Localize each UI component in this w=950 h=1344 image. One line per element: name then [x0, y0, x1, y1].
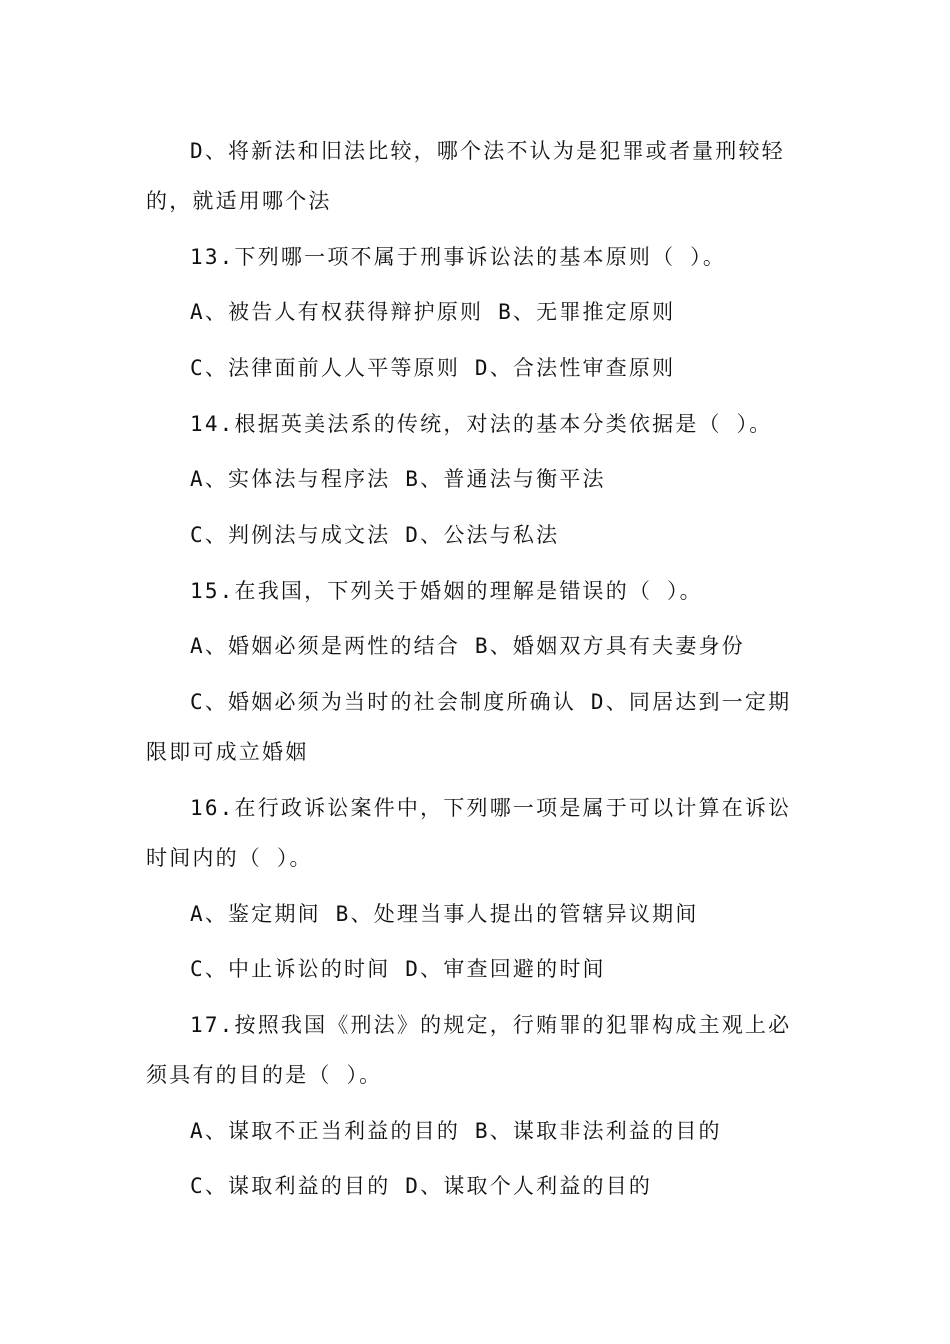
option-line: C、中止诉讼的时间 D、审查回避的时间: [190, 957, 606, 981]
option-line: A、谋取不正当利益的目的 B、谋取非法利益的目的: [190, 1119, 722, 1143]
question-continuation: 须具有的目的是（ ）。: [146, 1063, 383, 1087]
option-line: A、鉴定期间 B、处理当事人提出的管辖异议期间: [190, 902, 699, 926]
option-line: C、婚姻必须为当时的社会制度所确认 D、同居达到一定期: [190, 690, 792, 714]
option-line: C、法律面前人人平等原则 D、合法性审查原则: [190, 356, 676, 380]
option-continuation: 的，就适用哪个法: [146, 189, 332, 213]
option-line: A、实体法与程序法 B、普通法与衡平法: [190, 467, 606, 491]
option-line: A、婚姻必须是两性的结合 B、婚姻双方具有夫妻身份: [190, 634, 745, 658]
option-line: C、谋取利益的目的 D、谋取个人利益的目的: [190, 1174, 653, 1198]
question-13: 13.下列哪一项不属于刑事诉讼法的基本原则（ ）。: [190, 245, 727, 269]
question-16: 16.在行政诉讼案件中，下列哪一项是属于可以计算在诉讼: [190, 796, 792, 820]
question-17: 17.按照我国《刑法》的规定，行贿罪的犯罪构成主观上必: [190, 1013, 792, 1037]
question-15: 15.在我国，下列关于婚姻的理解是错误的（ ）。: [190, 579, 703, 603]
option-line: A、被告人有权获得辩护原则 B、无罪推定原则: [190, 300, 676, 324]
option-line: C、判例法与成文法 D、公法与私法: [190, 523, 560, 547]
question-continuation: 时间内的（ ）。: [146, 846, 313, 870]
question-14: 14.根据英美法系的传统，对法的基本分类依据是（ ）。: [190, 412, 773, 436]
option-line: D、将新法和旧法比较，哪个法不认为是犯罪或者量刑较轻: [190, 139, 785, 163]
option-continuation: 限即可成立婚姻: [146, 740, 309, 764]
